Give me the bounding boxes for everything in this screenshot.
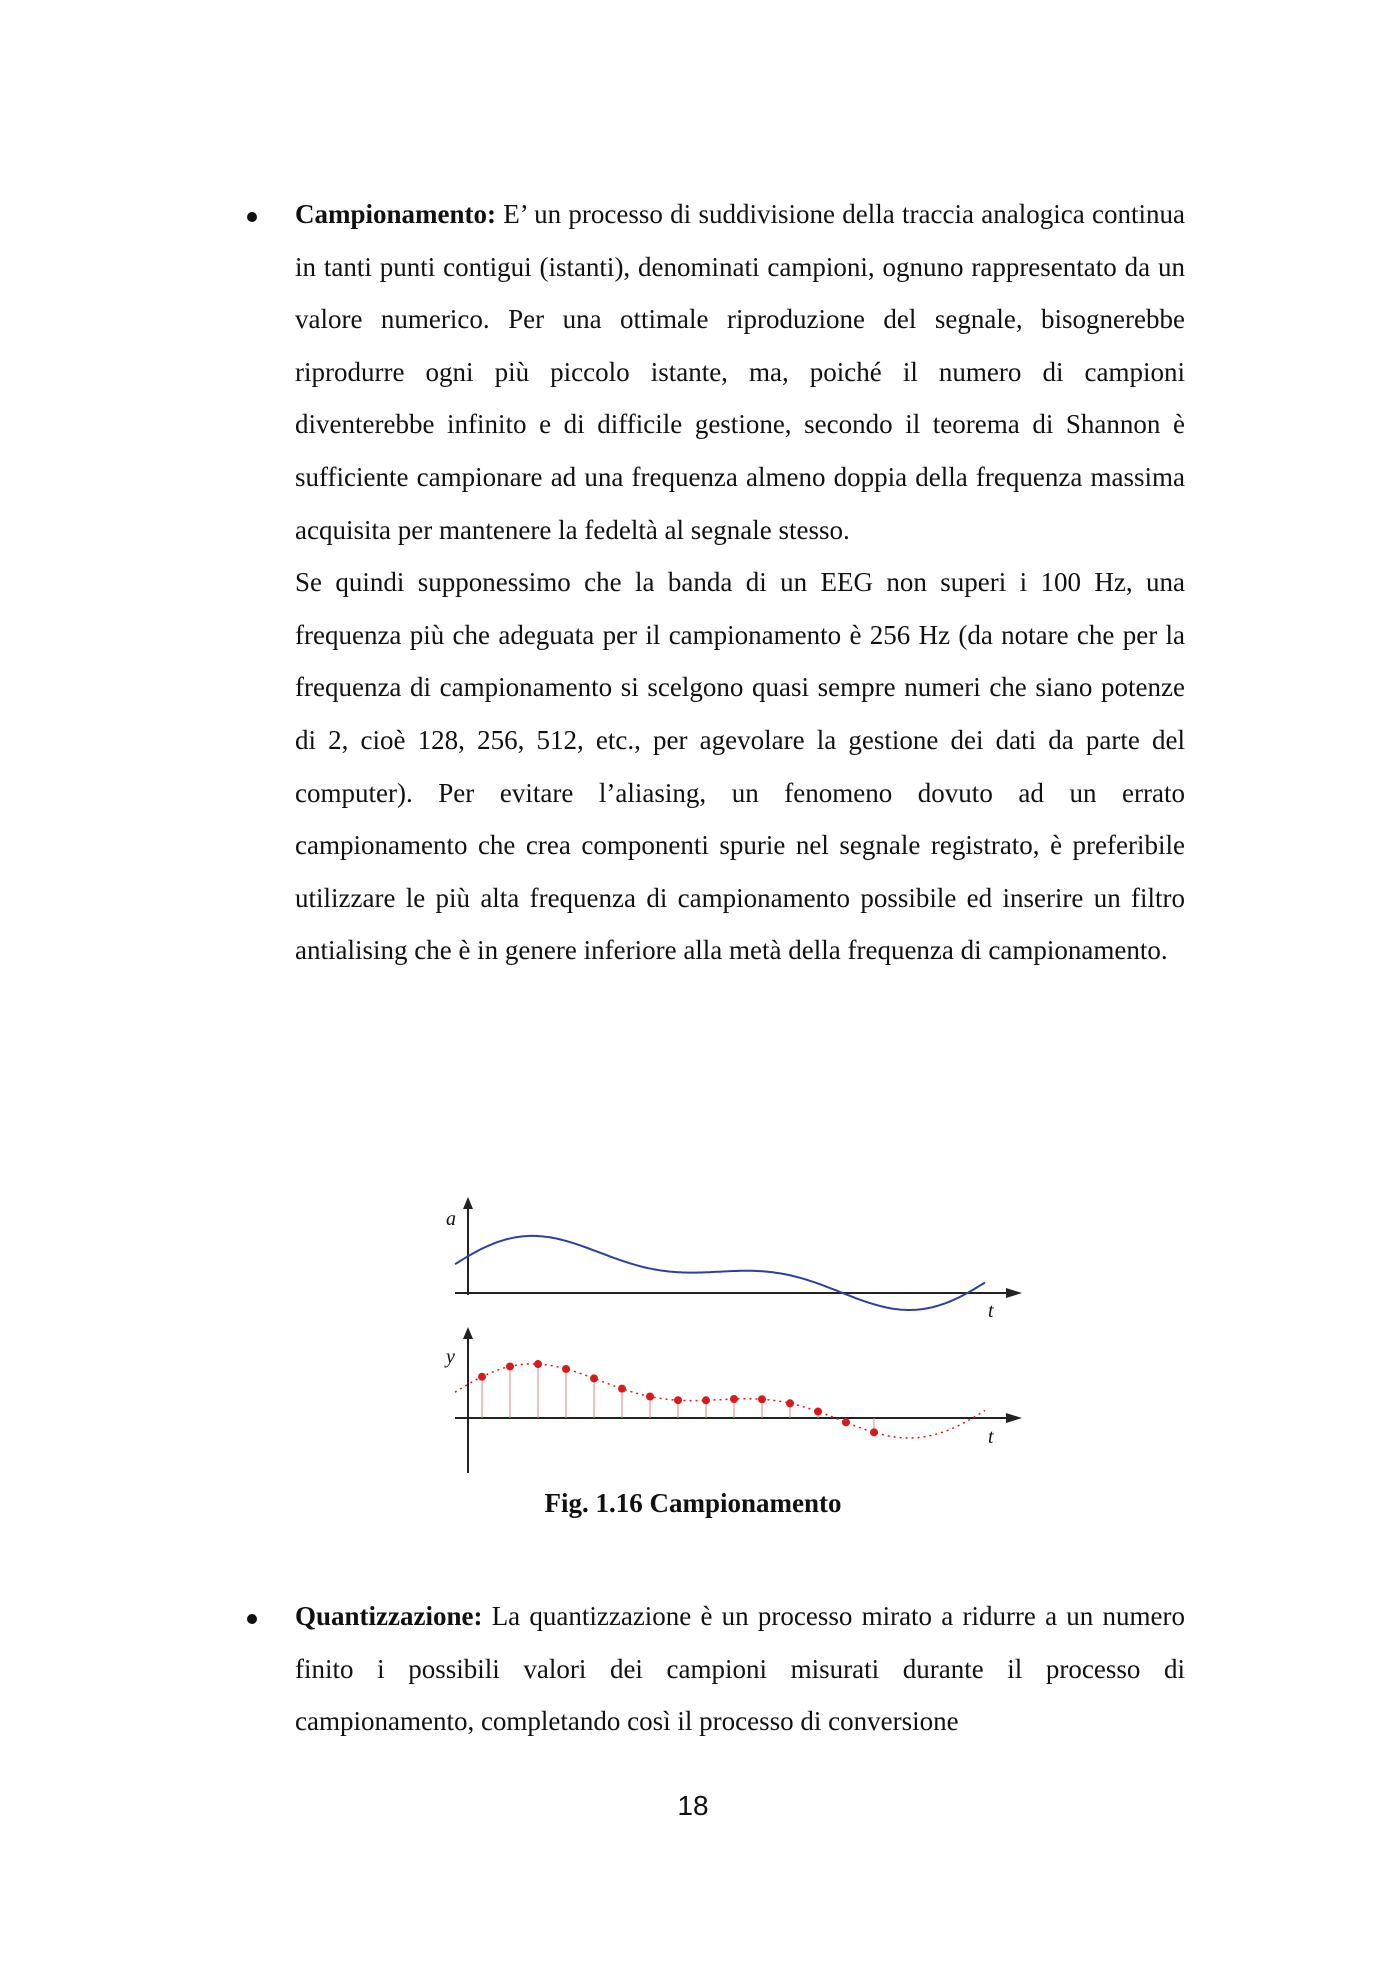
top-axis-label: a bbox=[446, 1208, 456, 1230]
term-quantization: Quantizzazione: bbox=[295, 1601, 483, 1631]
figure-caption: Fig. 1.16 Campionamento bbox=[544, 1488, 842, 1518]
sample-point bbox=[618, 1385, 626, 1393]
sample-point bbox=[814, 1408, 822, 1416]
bullet-icon bbox=[247, 1614, 257, 1624]
sample-point bbox=[534, 1360, 542, 1368]
sample-point bbox=[590, 1374, 598, 1382]
sample-point bbox=[870, 1428, 878, 1436]
sample-point bbox=[478, 1373, 486, 1381]
page-number: 18 bbox=[677, 1790, 709, 1821]
paragraph-quantization bbox=[295, 1590, 1185, 1748]
sample-point bbox=[562, 1365, 570, 1373]
quantization-text-1: La quantizzazione è un processo mirato a ridurre a un numero finito i possibili valori dei campioni misurati durante il processo di campionamento, completando così il processo di conversione bbox=[295, 1601, 1185, 1737]
top-time-label: t bbox=[988, 1300, 994, 1322]
paragraph-sampling bbox=[295, 188, 1185, 977]
sample-point bbox=[758, 1395, 766, 1403]
bottom-axis-label: y bbox=[446, 1346, 455, 1368]
sample-point bbox=[506, 1362, 514, 1370]
sample-point bbox=[646, 1393, 654, 1401]
term-sampling: Campionamento: bbox=[295, 199, 496, 229]
sampling-text-1: E’ un processo di suddivisione della traccia analogica continua in tanti punti contigui (istanti), denominati campioni, ognuno rappresentato da un valore numerico. Per una ottimale riproduzione del segnale, bisognerebbe riprodurre ogni più piccolo istante, ma, poiché il numero di campioni diventerebbe infinito e di difficile gestione, secondo il teorema di Shannon è sufficiente campionare ad una frequenza almeno doppia della frequenza massima acquisita per mantenere la fedeltà al segnale stesso. bbox=[295, 199, 1185, 545]
sampling-text-2: Se quindi supponessimo che la banda di un EEG non superi i 100 Hz, una frequenza più che adeguata per il campionamento è 256 Hz (da notare che per la frequenza di campionamento si scelgono quasi sempre numeri che siano potenze di 2, cioè 128, 256, 512, etc., per agevolare la gestione dei dati da parte del computer). Per evitare l’aliasing, un fenomeno dovuto ad un errato campionamento che crea componenti spurie nel segnale registrato, è preferibile utilizzare le più alta frequenza di campionamento possibile ed inserire un filtro antialising che è in genere inferiore alla metà della frequenza di campionamento. bbox=[295, 567, 1185, 966]
sample-point bbox=[842, 1418, 850, 1426]
bottom-time-label: t bbox=[988, 1426, 994, 1448]
sample-point bbox=[674, 1396, 682, 1404]
sample-point bbox=[702, 1396, 710, 1404]
bullet-icon bbox=[247, 212, 257, 222]
sample-point bbox=[730, 1395, 738, 1403]
sampling-figure bbox=[440, 1195, 1040, 1475]
sample-point bbox=[786, 1399, 794, 1407]
